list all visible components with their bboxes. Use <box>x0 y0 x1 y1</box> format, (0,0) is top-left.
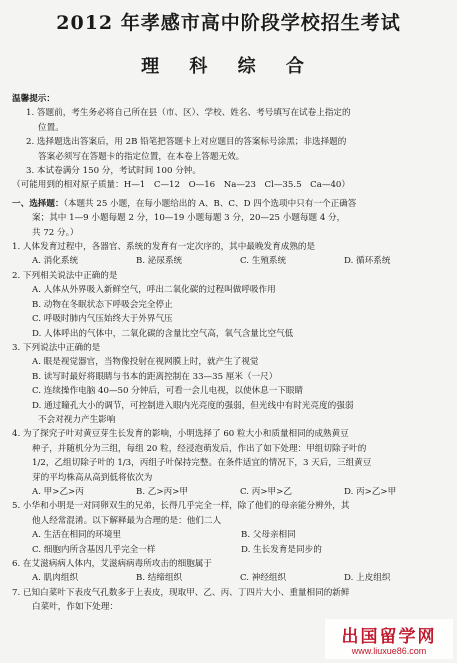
section-title: 一、选择题： <box>12 198 64 209</box>
section-intro: （本题共 25 小题，在每小题给出的 A、B、C、D 四个选项中只有一个正确答 <box>63 198 357 209</box>
atomic-mass-note: （可能用到的相对原子质量：H—1 C—12 O—16 Na—23 Cl—35.5 Ca—40） <box>12 180 350 191</box>
option: D. 丙>乙>甲 <box>344 486 397 497</box>
option: B. 动物在冬眠状态下呼吸会完全停止 <box>32 299 173 310</box>
option: A. 眼是视觉器官，当物像投射在视网膜上时，就产生了视觉 <box>32 357 259 368</box>
question-4-options <box>12 485 450 499</box>
section-heading <box>12 197 450 211</box>
option: A. 人体从外界吸入新鲜空气，呼出二氧化碳的过程叫做呼吸作用 <box>32 285 276 296</box>
page-subtitle: 理 科 综 合 <box>141 56 316 77</box>
question-5-line: 5. 小华和小明是一对同卵双生的兄弟，长得几乎完全一样，除了他们的母亲能分辨外，其 <box>12 501 350 512</box>
notice-item-1-cont: 位置。 <box>38 122 64 133</box>
watermark-name: 出国留学网 <box>341 627 437 647</box>
notice-heading: 温馨提示： <box>12 94 55 104</box>
site-watermark <box>325 619 453 659</box>
option: D. 生长发育是同步的 <box>241 544 322 555</box>
section-intro-2: 案；其中 1—9 小题每题 2 分，10—19 小题每题 3 分，20—25 小题每题 4 分， <box>32 213 346 224</box>
option: A. 生活在相同的环境里 <box>32 530 122 541</box>
question-7-line: 7. 已知白菜叶下表皮气孔数多于上表皮，现取甲、乙、丙、丁四片大小、重量相同的新鲜 <box>12 587 350 598</box>
question-4-line: 芽的平均株高从高到低将依次为 <box>32 472 153 483</box>
option: D. 人体呼出的气体中，二氧化碳的含量比空气高，氧气含量比空气低 <box>32 328 294 339</box>
section-intro-3: 共 72 分。） <box>32 227 79 238</box>
notice-item-1: 1. 答题前，考生务必将自己所在县（市、区）、学校、姓名、考号填写在试卷上指定的 <box>26 108 351 119</box>
option: C. 呼吸时肺内气压始终大于外界气压 <box>32 314 173 325</box>
option: C. 连续操作电脑 40—50 分钟后，可看一会儿电视，以使休息一下眼睛 <box>32 386 304 397</box>
question-7-line: 白菜叶，作如下处理： <box>32 602 118 613</box>
question-4-line: 种子，并随机分为三组，每组 20 粒，经浸泡萌发后，作出了如下处理：甲组切除子叶的 <box>32 443 367 454</box>
page-title: 2012 年孝感市高中阶段学校招生考试 <box>56 12 401 34</box>
question-6-stem: 6. 在艾滋病病人体内，艾滋病病毒所攻击的细胞属于 <box>12 559 212 569</box>
option: D. 上皮组织 <box>344 573 391 584</box>
option: A. 消化系统 <box>32 256 79 267</box>
question-6-options <box>12 571 450 585</box>
option: D. 通过瞳孔大小的调节，可控制进入眼内光亮度的强弱，但光线中有时光亮度的强弱 <box>32 400 354 411</box>
notice-item-2-cont: 答案必须写在答题卡的指定位置，在本卷上答题无效。 <box>38 151 245 162</box>
option: C. 生殖系统 <box>240 256 287 267</box>
option: C. 神经组织 <box>240 573 287 584</box>
notice-item-3: 3. 本试卷满分 150 分，考试时间 100 分钟。 <box>26 166 201 177</box>
option: D. 循环系统 <box>344 256 391 267</box>
question-5-line: 他人经常混淆。以下解释最为合理的是：他们二人 <box>32 515 222 526</box>
option: B. 读写时最好将眼睛与书本的距离控制在 33—35 厘米（一尺） <box>32 371 278 382</box>
option: B. 结缔组织 <box>136 573 183 584</box>
option: A. 甲>乙>丙 <box>32 486 84 497</box>
watermark-url: www.liuxue86.com <box>351 646 427 656</box>
option: B. 泌尿系统 <box>136 256 183 267</box>
question-5-options-row2 <box>12 543 450 557</box>
option: B. 父母亲相同 <box>241 530 296 541</box>
question-4-line: 4. 为了探究子叶对黄豆芽生长发育的影响，小明选择了 60 粒大小和质量相同的成熟黄豆 <box>12 429 349 440</box>
option: B. 乙>丙>甲 <box>136 486 188 497</box>
option: A. 肌肉组织 <box>32 573 79 584</box>
question-5-options-row1 <box>12 528 450 542</box>
question-1-stem: 1. 人体发育过程中，各器官、系统的发育有一定次序的，其中最晚发育成熟的是 <box>12 242 316 253</box>
question-1-options <box>12 254 450 268</box>
question-2-stem: 2. 下列相关说法中正确的是 <box>12 270 118 281</box>
notice-item-2: 2. 选择题选出答案后，用 2B 铅笔把答题卡上对应题目的答案标号涂黑；非选择题的 <box>26 137 347 148</box>
option: C. 丙>甲>乙 <box>240 486 292 497</box>
option-cont: 不会对视力产生影响 <box>38 414 116 425</box>
exam-body <box>12 92 450 615</box>
question-3-stem: 3. 下列说法中正确的是 <box>12 342 101 353</box>
option: C. 细胞内所含基因几乎完全一样 <box>32 544 156 555</box>
question-4-line: 1/2，乙组切除子叶的 1/3，丙组子叶保持完整。在条件适宜的情况下，3 天后，三组黄豆 <box>32 458 372 469</box>
